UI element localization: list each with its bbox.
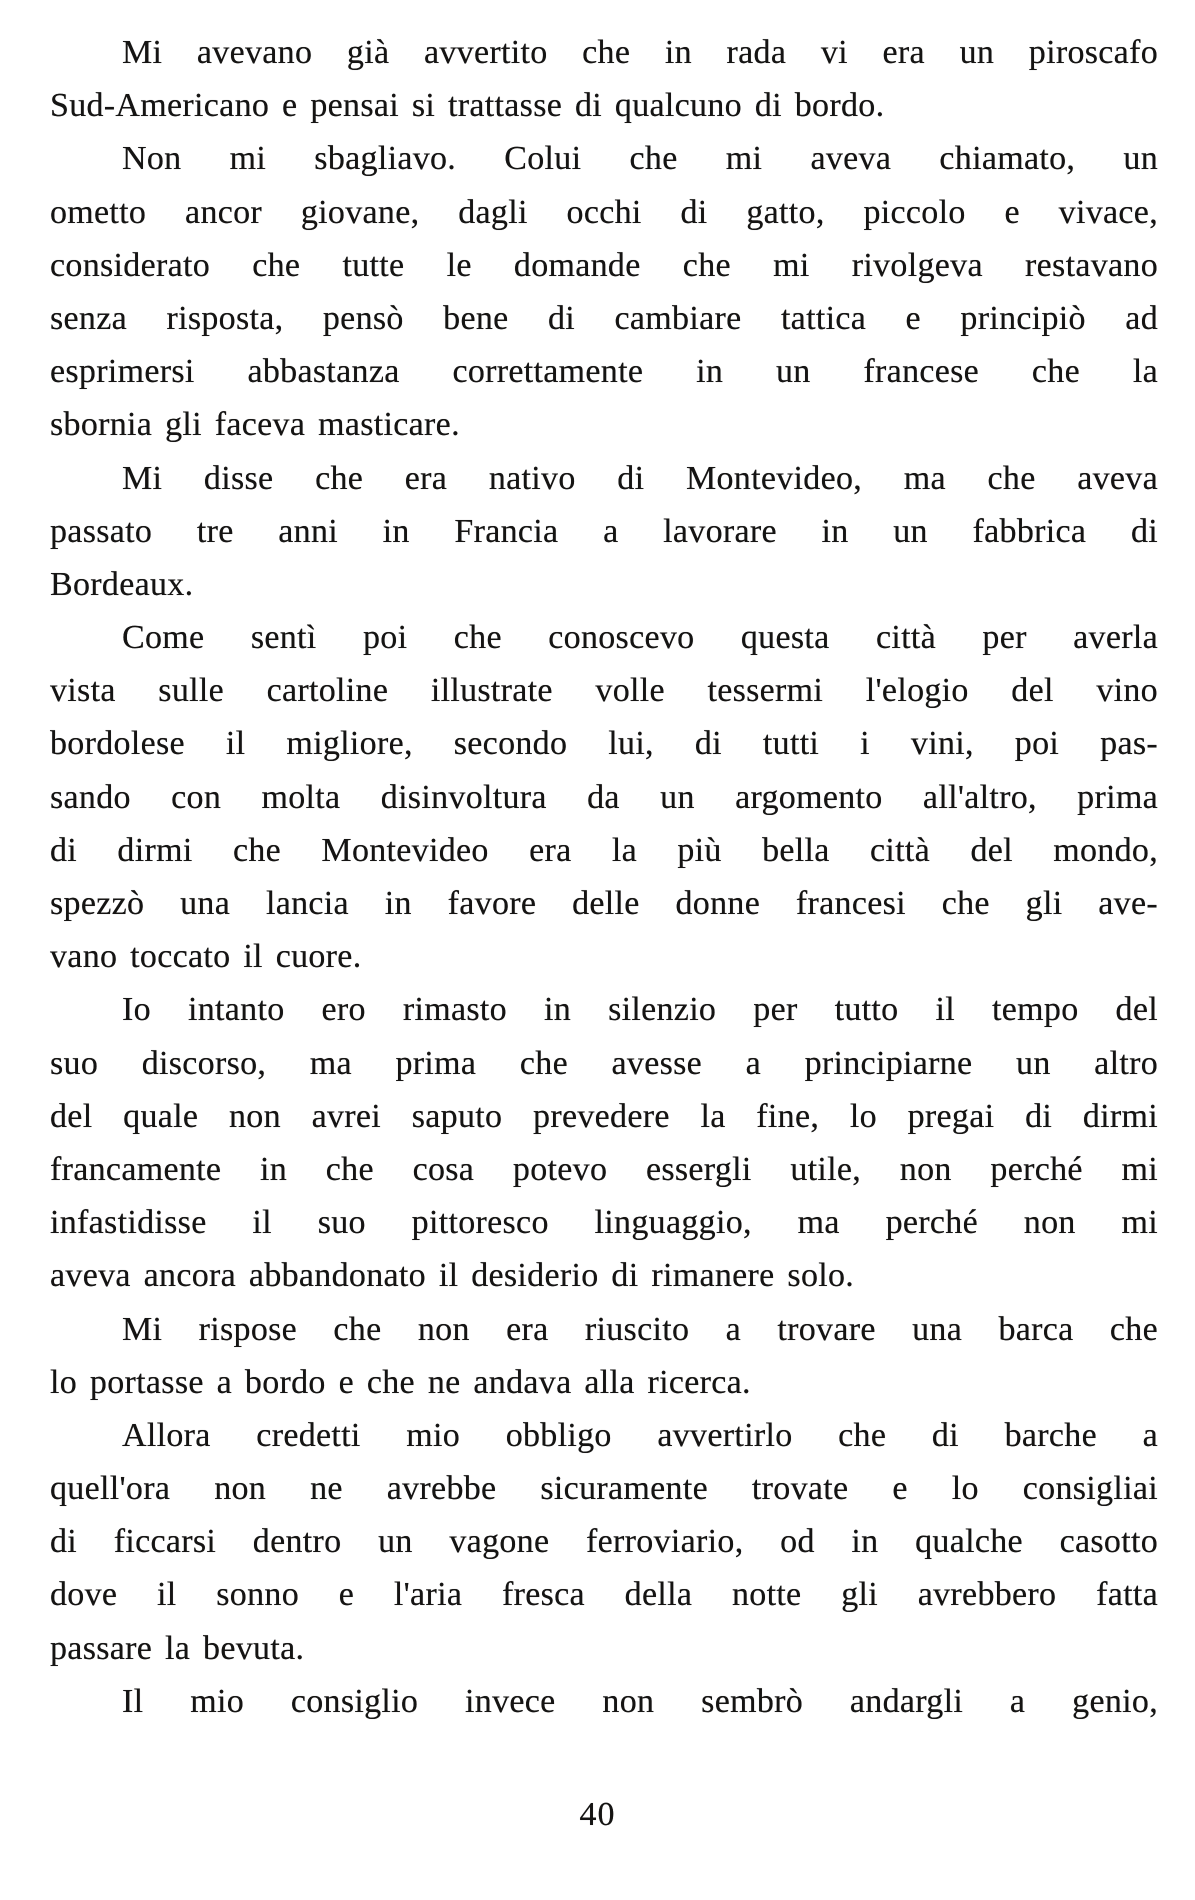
text-line: bordolese il migliore, secondo lui, di tutti i vini, poi pas- [50,725,1158,763]
text-line: Allora credetti mio obbligo avvertirlo che di barche a [122,1416,1158,1454]
paragraph [50,1303,1158,1409]
text-line: Non mi sbagliavo. Colui che mi aveva chiamato, un [122,140,1158,178]
text-line: spezzò una lancia in favore delle donne francesi che gli ave- [50,885,1158,922]
text-line: Come sentì poi che conoscevo questa città per averla [122,619,1158,657]
text-line: Mi disse che era nativo di Montevideo, ma che aveva [122,459,1158,497]
text-line: Il mio consiglio invece non sembrò andargli a genio, [122,1682,1158,1720]
text-line: senza risposta, pensò bene di cambiare tattica e principiò ad [50,299,1158,337]
text-line: passare la bevuta. [50,1629,305,1667]
text-line: quell'ora non ne avrebbe sicuramente trovate e lo consigliai [50,1470,1158,1508]
paragraph [50,1409,1158,1675]
text-line: lo portasse a bordo e che ne andava alla ricerca. [50,1363,751,1401]
text-line: di dirmi che Montevideo era la più bella città del mondo, [50,831,1158,869]
paragraph [50,132,1158,451]
text-line: considerato che tutte le domande che mi rivolgeva restavano [50,246,1158,284]
paragraph [50,26,1158,132]
text-line: passato tre anni in Francia a lavorare in un fabbrica di [50,512,1158,550]
text-line: del quale non avrei saputo prevedere la fine, lo pregai di dirmi [50,1097,1158,1135]
page-number: 40 [579,1796,616,1833]
text-line: sbornia gli faceva masticare. [50,406,460,444]
text-line: dove il sonno e l'aria fresca della notte gli avrebbero fatta [50,1576,1158,1614]
text-line: Mi avevano già avvertito che in rada vi era un piroscafo [122,34,1158,71]
paragraph [50,1675,1158,1728]
paragraph [50,452,1158,612]
page-text [50,26,1158,1728]
text-line: aveva ancora abbandonato il desiderio di rimanere solo. [50,1257,855,1295]
text-line: francamente in che cosa potevo essergli utile, non perché mi [50,1150,1158,1188]
text-line: vano toccato il cuore. [50,938,362,976]
text-line: sando con molta disinvoltura da un argomento all'altro, prima [50,778,1158,816]
text-line: infastidisse il suo pittoresco linguaggio, ma perché non mi [50,1204,1158,1242]
text-line: Mi rispose che non era riuscito a trovare una barca che [122,1310,1158,1348]
text-line: Io intanto ero rimasto in silenzio per tutto il tempo del [122,991,1158,1029]
text-line: Bordeaux. [50,565,194,603]
text-line: suo discorso, ma prima che avesse a principiarne un altro [50,1044,1158,1082]
text-line: di ficcarsi dentro un vagone ferroviario, od in qualche casotto [50,1523,1158,1561]
text-line: vista sulle cartoline illustrate volle tessermi l'elogio del vino [50,672,1158,710]
text-line: Sud-Americano e pensai si trattasse di qualcuno di bordo. [50,87,885,125]
text-line: ometto ancor giovane, dagli occhi di gatto, piccolo e vivace, [50,193,1158,231]
paragraph [50,611,1158,983]
text-line: esprimersi abbastanza correttamente in un francese che la [50,353,1158,391]
paragraph [50,983,1158,1302]
